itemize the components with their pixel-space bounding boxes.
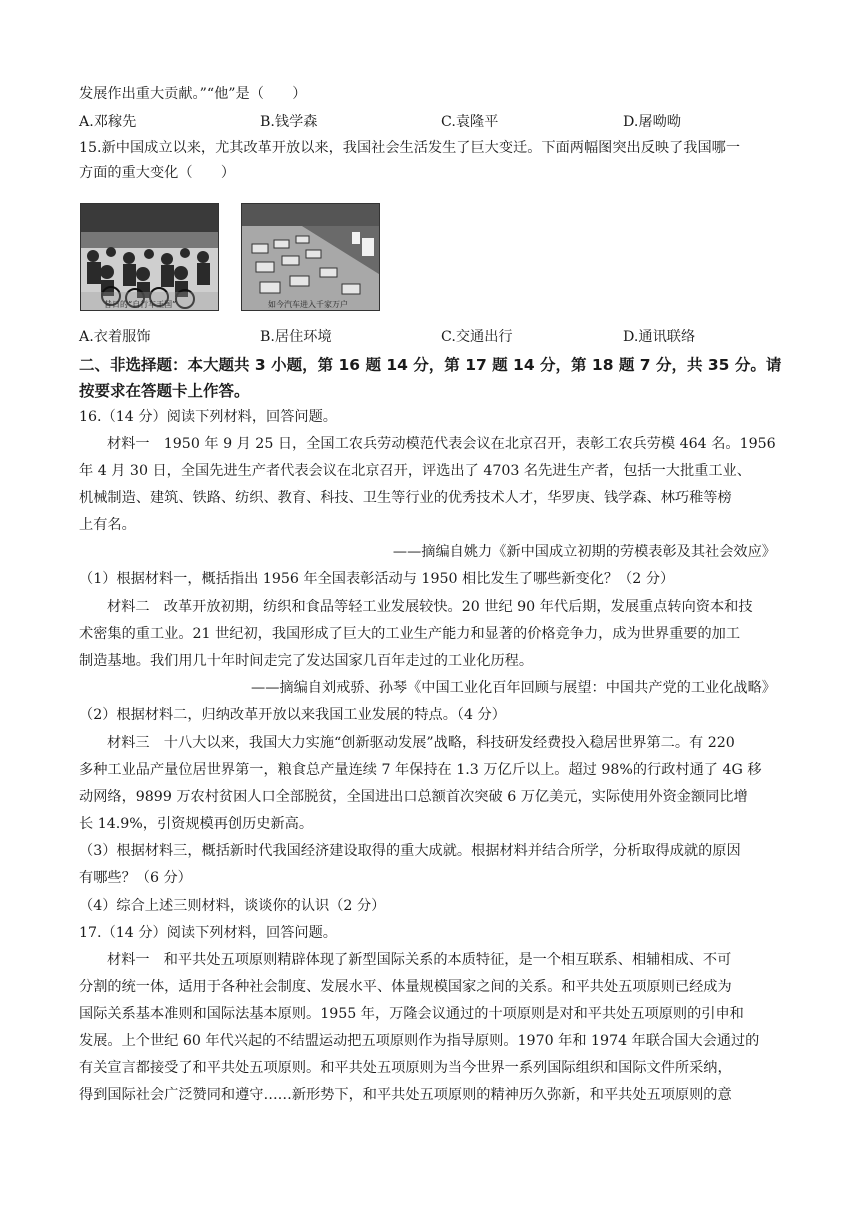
q16-m2-line: 术密集的重工业。21 世纪初，我国形成了巨大的工业生产能力和显著的价格竞争力，成为世界重要的加工: [79, 626, 741, 642]
q15-option-c[interactable]: C.交通出行: [441, 329, 513, 345]
q14-option-d[interactable]: D.屠呦呦: [623, 114, 681, 130]
q17-m1-line: 有关宣言都接受了和平共处五项原则。和平共处五项原则为当今世界一系列国际组织和国际文件所采纳，: [79, 1060, 732, 1076]
q15-option-d[interactable]: D.通讯联络: [623, 329, 696, 345]
q16-m3-line: 动网络，9899 万农村贫困人口全部脱贫，全国进出口总额首次突破 6 万亿美元，实际使用外资金额同比增: [79, 789, 748, 805]
q16-m1-line: 上有名。: [79, 517, 136, 533]
q16-m1-line: 年 4 月 30 日，全国先进生产者代表会议在北京召开，评选出了 4703 名先进生产者，包括一大批重工业、: [79, 463, 751, 479]
q17-title: 17.（14 分）阅读下列材料，回答问题。: [79, 925, 337, 941]
q14-stem-tail: 发展作出重大贡献。”“他”是（ ）: [79, 86, 307, 102]
cars-photo: [241, 203, 380, 311]
q16-m2-line: 材料二 改革开放初期，纺织和食品等轻工业发展较快。20 世纪 90 年代后期，发展重点转向资本和技: [107, 599, 753, 615]
q15-stem-line1: 15.新中国成立以来，尤其改革开放以来，我国社会生活发生了巨大变迁。下面两幅图突出反映了我国哪一: [79, 140, 741, 156]
section2-heading-line2: 按要求在答题卡上作答。: [79, 382, 250, 400]
bicycle-kingdom-photo: [80, 203, 219, 311]
q16-question-3-line2: 有哪些？（6 分）: [79, 870, 192, 886]
q16-m1-line: 材料一 1950 年 9 月 25 日，全国工农兵劳动模范代表会议在北京召开，表彰工农兵劳模 464 名。1956: [107, 436, 776, 452]
q16-m3-line: 长 14.9%，引资规模再创历史新高。: [79, 816, 314, 832]
q15-option-b[interactable]: B.居住环境: [260, 329, 332, 345]
q15-option-a[interactable]: A.衣着服饰: [79, 329, 151, 345]
q16-m2-line: 制造基地。我们用几十年时间走完了发达国家几百年走过的工业化历程。: [79, 653, 534, 669]
q17-m1-line: 得到国际社会广泛赞同和遵守……新形势下，和平共处五项原则的精神历久弥新，和平共处五项原则的意: [79, 1087, 732, 1103]
q17-m1-line: 分割的统一体，适用于各种社会制度、发展水平、体量规模国家之间的关系。和平共处五项原则已经成为: [79, 979, 732, 995]
cars-photo-caption: 如今汽车进入千家万户: [268, 300, 348, 309]
q16-question-3-line1: （3）根据材料三，概括新时代我国经济建设取得的重大成就。根据材料并结合所学，分析取得成就的原因: [79, 843, 741, 859]
q14-option-c[interactable]: C.袁隆平: [441, 114, 499, 130]
bicycle-crowd-picture: [81, 204, 218, 310]
q16-question-2: （2）根据材料二，归纳改革开放以来我国工业发展的特点。（4 分）: [79, 707, 506, 723]
q16-question-1: （1）根据材料一，概括指出 1956 年全国表彰活动与 1950 相比发生了哪些新变化？（2 分）: [79, 571, 675, 587]
q16-m3-line: 材料三 十八大以来，我国大力实施“创新驱动发展”战略，科技研发经费投入稳居世界第二。有 220: [107, 735, 735, 751]
traffic-jam-picture: [242, 204, 379, 310]
q16-question-4: （4）综合上述三则材料，谈谈你的认识（2 分）: [79, 898, 386, 914]
q16-m2-source: ——摘编自刘戒骄、孙琴《中国工业化百年回顾与展望：中国共产党的工业化战略》: [251, 680, 776, 696]
section2-heading-line1: 二、非选择题：本大题共 3 小题，第 16 题 14 分，第 17 题 14 分，第 18 题 7 分，共 35 分。请: [79, 356, 782, 374]
q16-title: 16.（14 分）阅读下列材料，回答问题。: [79, 409, 337, 425]
q16-m3-line: 多种工业品产量位居世界第一，粮食总产量连续 7 年保持在 1.3 万亿斤以上。超过 98%的行政村通了 4G 移: [79, 762, 762, 778]
q16-m1-source: ——摘编自姚力《新中国成立初期的劳模表彰及其社会效应》: [392, 544, 776, 560]
q17-m1-line: 发展。上个世纪 60 年代兴起的不结盟运动把五项原则作为指导原则。1970 年和 1974 年联合国大会通过的: [79, 1033, 760, 1049]
q14-option-b[interactable]: B.钱学森: [260, 114, 318, 130]
bicycle-photo-caption: 昔日的“自行车王国”: [104, 300, 177, 309]
q15-stem-line2: 方面的重大变化（ ）: [79, 165, 236, 181]
q14-option-a[interactable]: A.邓稼先: [79, 114, 137, 130]
q17-m1-line: 材料一 和平共处五项原则精辟体现了新型国际关系的本质特征，是一个相互联系、相辅相成、不可: [107, 952, 732, 968]
q16-m1-line: 机械制造、建筑、铁路、纺织、教育、科技、卫生等行业的优秀技术人才，华罗庚、钱学森、林巧稚等榜: [79, 490, 732, 506]
q17-m1-line: 国际关系基本准则和国际法基本原则。1955 年，万隆会议通过的十项原则是对和平共处五项原则的引申和: [79, 1006, 744, 1022]
